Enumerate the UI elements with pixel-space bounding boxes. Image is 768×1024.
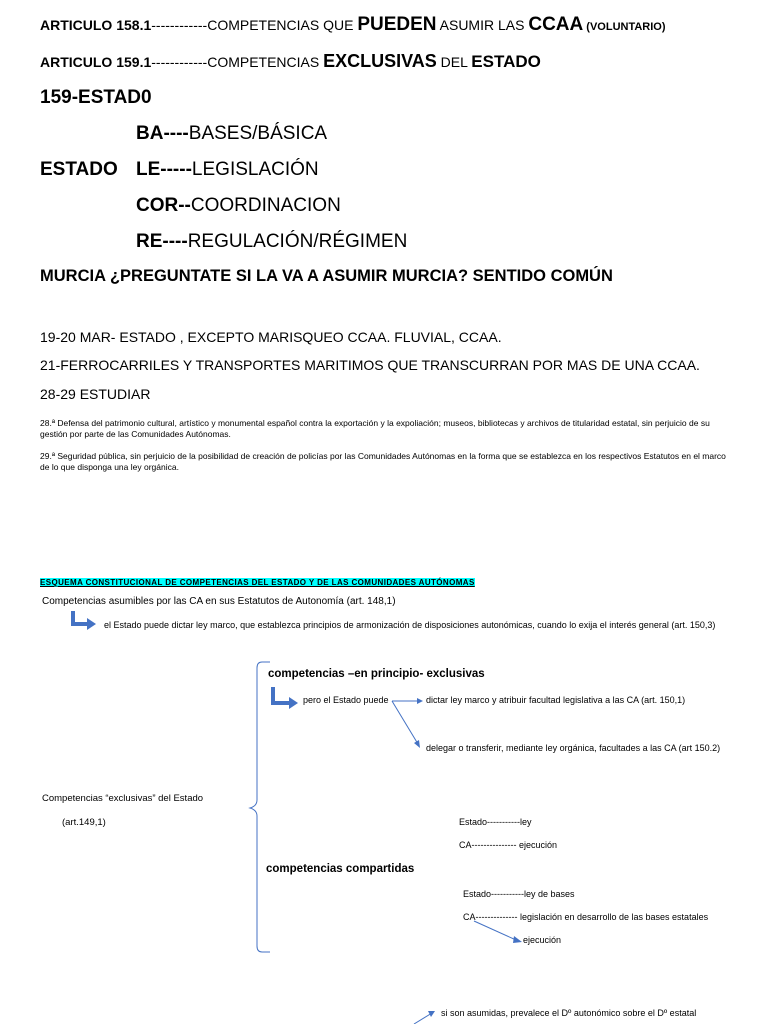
ca-ejecucion-text: CA--------------- ejecución bbox=[459, 840, 557, 850]
note-line: 28-29 ESTUDIAR bbox=[40, 386, 151, 402]
quote-28: 28.ª Defensa del patrimonio cultural, artístico y monumental español contra la exportación y la expoliación; museos, bibliotecas y archivos de titularidad estatal, sin perjuicio de su gestión por parte de las Comunidades Autónomas. bbox=[40, 418, 710, 439]
arrow-ejecucion-icon bbox=[474, 921, 522, 943]
note-line: 19-20 MAR- ESTADO , EXCEPTO MARISQUEO CCAA. FLUVIAL, CCAA. bbox=[40, 329, 502, 345]
text-asumir: ASUMIR LAS bbox=[436, 17, 529, 33]
note-line: 21-FERROCARRILES Y TRANSPORTES MARITIMOS QUE TRANSCURRAN POR MAS DE UNA CCAA. bbox=[40, 357, 700, 373]
dashes: ------------ bbox=[151, 54, 208, 70]
text-pueden: PUEDEN bbox=[357, 14, 437, 35]
but-state-text: pero el Estado puede bbox=[303, 695, 389, 705]
text-exclusivas: EXCLUSIVAS bbox=[323, 51, 437, 71]
fork-arrow-icon bbox=[392, 698, 423, 748]
state-exclusive-ref: (art.149,1) bbox=[62, 817, 106, 828]
estado-bases-text: Estado-----------ley de bases bbox=[463, 889, 575, 899]
mnemonic-abbr: RE---- bbox=[136, 231, 188, 252]
exclusive-heading: competencias –en principio- exclusivas bbox=[268, 668, 485, 680]
quote-29: 29.ª Seguridad pública, sin perjuicio de la posibilidad de creación de policías por las Comunidades Autónomas en la forma que se establezca en los respectivos Estatutos en el marco de lo que disponga una ley orgánica. bbox=[40, 451, 726, 472]
shared-heading: competencias compartidas bbox=[266, 863, 415, 875]
mnemonic-abbr: LE----- bbox=[136, 159, 192, 180]
dashes: ------------ bbox=[151, 17, 208, 33]
framework-law-text: el Estado puede dictar ley marco, que establezca principios de armonización de disposiciones autonómicas, cuando lo exija el interés general (art. 150,3) bbox=[104, 620, 716, 630]
mnemonic-title: 159-ESTAD0 bbox=[40, 87, 152, 108]
text-competencias: COMPETENCIAS QUE bbox=[207, 17, 358, 33]
mnemonic-word: REGULACIÓN/RÉGIMEN bbox=[187, 231, 408, 252]
mnemonic-word: COORDINACION bbox=[190, 195, 341, 216]
dictate-text: dictar ley marco y atribuir facultad legislativa a las CA (art. 150,1) bbox=[426, 695, 686, 705]
mnemonic-abbr: COR-- bbox=[136, 195, 191, 216]
assumable-competences: Competencias asumibles por las CA en sus Estatutos de Autonomía (art. 148,1) bbox=[42, 596, 396, 607]
curly-bracket-icon bbox=[250, 662, 270, 952]
scheme-title-text: ESQUEMA CONSTITUCIONAL DE COMPETENCIAS DEL ESTADO Y DE LAS COMUNIDADES AUTÓNOMAS bbox=[40, 578, 475, 587]
estado-ley-text: Estado-----------ley bbox=[459, 817, 532, 827]
article-158-ref: ARTICULO 158.1 bbox=[40, 17, 152, 33]
state-exclusive-text: Competencias “exclusivas” del Estado bbox=[42, 793, 204, 804]
text-voluntario: (VOLUNTARIO) bbox=[583, 21, 666, 33]
article-159-ref: ARTICULO 159.1 bbox=[40, 54, 152, 70]
mnemonic-word: LEGISLACIÓN bbox=[191, 159, 319, 180]
text-competencias: COMPETENCIAS bbox=[207, 54, 324, 70]
elbow-arrow-icon bbox=[273, 687, 298, 709]
text-estado: ESTADO bbox=[471, 52, 541, 71]
arrow-prevalence-icon bbox=[414, 1011, 435, 1024]
prevalence-text: si son asumidas, prevalece el Dº autonómico sobre el Dº estatal bbox=[441, 1008, 697, 1018]
text-del: DEL bbox=[436, 54, 472, 70]
ca-legislacion-text: CA-------------- legislación en desarrollo de las bases estatales bbox=[463, 912, 709, 922]
mnemonic-word: BASES/BÁSICA bbox=[188, 123, 328, 144]
elbow-arrow-icon bbox=[73, 611, 96, 630]
text-ccaa: CCAA bbox=[528, 14, 584, 35]
ejecucion-text: ejecución bbox=[523, 935, 562, 945]
murcia-note: MURCIA ¿PREGUNTATE SI LA VA A ASUMIR MURCIA? SENTIDO COMÚN bbox=[40, 267, 613, 285]
mnemonic-abbr: BA---- bbox=[136, 123, 189, 144]
mnemonic-side-label: ESTADO bbox=[40, 159, 118, 180]
delegate-text: delegar o transferir, mediante ley orgánica, facultades a las CA (art 150.2) bbox=[426, 743, 721, 753]
